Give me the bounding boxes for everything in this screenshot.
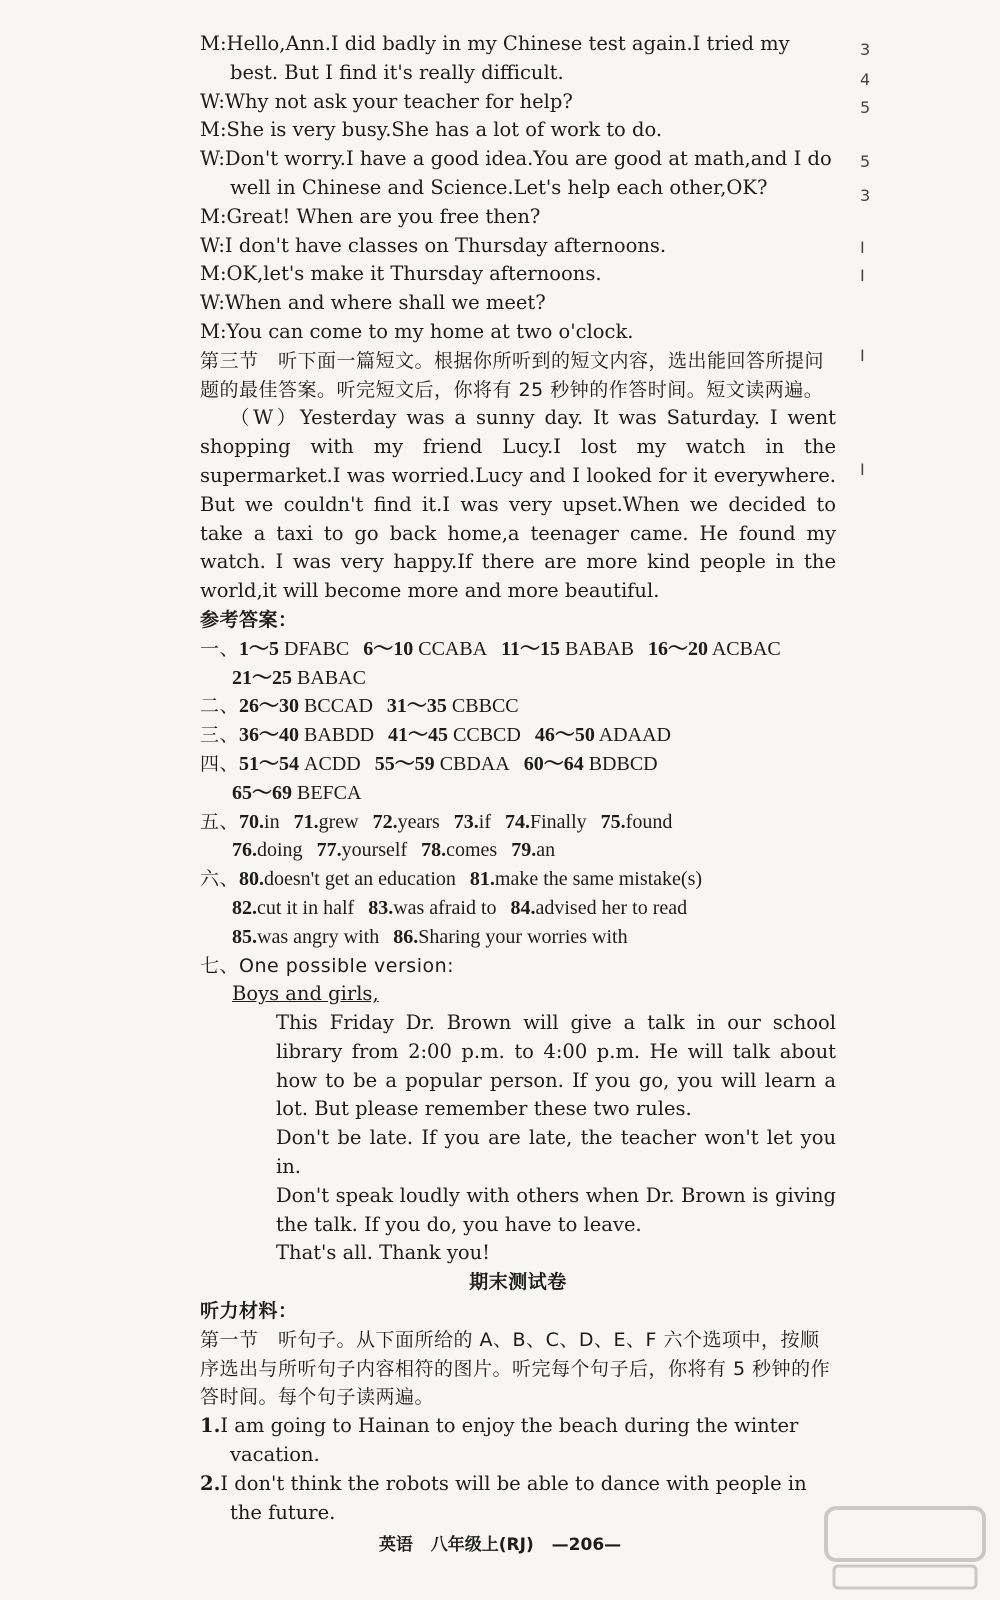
answer-value: ACDD (299, 752, 361, 775)
listening-label: 听力材料： (200, 1300, 298, 1323)
edge-mark: 5 (860, 152, 871, 171)
answer-value: found (625, 810, 673, 833)
answer-range: 21～25 (232, 666, 292, 689)
answer-value: an (536, 839, 556, 862)
sample-essay (200, 980, 836, 1268)
edge-mark: I (860, 460, 865, 479)
answer-range: 70. (239, 810, 265, 833)
answer-range: 85. (232, 925, 257, 948)
answer-range: 41～45 (388, 724, 449, 747)
answer-value: years (397, 810, 440, 833)
answer-range: 82. (232, 896, 257, 919)
answer-range: 81. (469, 868, 495, 891)
answer-range: 80. (239, 868, 265, 891)
dialogue-line: M:Hello,Ann.I did badly in my Chinese test again.I tried my best. But I find it's really difficult. (200, 32, 790, 84)
dialogue-line: W:When and where shall we meet? (200, 291, 546, 315)
answer-range: 83. (368, 896, 394, 919)
answer-row (200, 692, 836, 721)
answer-row (200, 923, 836, 952)
watermark-frame (826, 1508, 984, 1560)
sentence-text: I am going to Hainan to enjoy the beach during the winter vacation. (220, 1414, 799, 1467)
answer-range: 79. (511, 839, 537, 862)
answer-value: CCABA (413, 637, 488, 660)
dialogue-line: M:OK,let's make it Thursday afternoons. (200, 262, 602, 286)
edge-mark: 5 (860, 98, 871, 117)
answer-section-prefix: 一、 (200, 637, 240, 660)
final-exam-title: 期末测试卷 (469, 1271, 567, 1294)
answer-row (200, 664, 836, 693)
answer-row (200, 865, 836, 894)
answer-range: 51～54 (239, 752, 300, 775)
answer-key (200, 635, 836, 952)
answer-range: 74. (504, 810, 530, 833)
listening-sentence (200, 1412, 836, 1470)
answer-value: if (478, 810, 491, 833)
answer-row (200, 750, 836, 779)
answer-value: ACBAC (707, 637, 781, 660)
dialogue-line: M:You can come to my home at two o'clock. (200, 319, 634, 343)
answer-range: 46～50 (534, 724, 595, 747)
answer-value: Sharing your worries with (418, 925, 628, 948)
answer-value: DFABC (279, 637, 350, 660)
answer-value: was angry with (257, 925, 380, 948)
answer-value: was afraid to (393, 896, 497, 919)
answer-range: 86. (393, 925, 419, 948)
edge-mark: I (860, 238, 865, 257)
essay-label: 七、One possible version: (200, 954, 455, 977)
footer-subject: 英语 (378, 1535, 413, 1555)
answers-heading: 参考答案： (200, 608, 298, 631)
dialogue-line: W:Don't worry.I have a good idea.You are good at math,and I do well in Chinese and Science.Let's help each other,OK? (200, 147, 832, 199)
answer-range: 84. (510, 896, 536, 919)
edge-mark: I (860, 266, 865, 285)
answer-value: ADAAD (594, 724, 671, 747)
answer-section-prefix: 二、 (200, 695, 240, 718)
answer-value: BCCAD (299, 695, 373, 718)
edge-mark: 3 (860, 186, 871, 205)
essay-paragraph: This Friday Dr. Brown will give a talk in our school library from 2:00 p.m. to 4:00 p.m. He will talk about how to be a popular person. If you go, you will learn a lot. But please remember these two rules. (276, 1011, 836, 1121)
answer-value: cut it in half (257, 896, 355, 919)
watermark-logo (820, 1500, 990, 1595)
answer-range: 65～69 (232, 781, 292, 804)
answer-range: 78. (421, 839, 447, 862)
listening-sentence (200, 1470, 836, 1528)
answer-value: BABAC (292, 666, 366, 689)
answer-range: 71. (293, 810, 319, 833)
answer-row (200, 779, 836, 808)
answer-value: grew (318, 810, 359, 833)
dialogue-line: W:I don't have classes on Thursday afternoons. (200, 233, 667, 257)
answer-row (200, 808, 836, 837)
answer-range: 77. (316, 839, 342, 862)
answer-range: 31～35 (386, 695, 447, 718)
dialogue-line: M:She is very busy.She has a lot of work to do. (200, 118, 663, 142)
answer-row (200, 836, 836, 865)
essay-paragraph: That's all. Thank you! (276, 1241, 491, 1265)
answer-value: comes (446, 839, 498, 862)
answer-range: 75. (600, 810, 626, 833)
section3-instruction: 第三节 听下面一篇短文。根据你所听到的短文内容，选出能回答所提问题的最佳答案。听完短文后，你将有 25 秒钟的作答时间。短文读两遍。 (200, 349, 825, 401)
answer-section-prefix: 四、 (200, 752, 240, 775)
dialogue-line: W:Why not ask your teacher for help? (200, 89, 573, 113)
answer-value: CBDAA (434, 752, 510, 775)
answer-row (200, 894, 836, 923)
dialogue-line: M:Great! When are you free then? (200, 204, 541, 228)
watermark-bar (834, 1566, 976, 1588)
answer-range: 16～20 (647, 637, 708, 660)
edge-mark: 4 (860, 70, 871, 89)
essay-salutation: Boys and girls, (232, 982, 379, 1006)
answer-range: 72. (372, 810, 398, 833)
answer-value: CCBCD (448, 724, 521, 747)
answer-range: 73. (453, 810, 479, 833)
edge-mark: I (860, 346, 865, 365)
answer-section-prefix: 六、 (200, 868, 240, 891)
answer-value: advised her to read (535, 896, 688, 919)
answer-range: 36～40 (239, 724, 300, 747)
answer-range: 11～15 (501, 637, 561, 660)
answer-value: doing (257, 839, 303, 862)
edge-mark: 3 (860, 40, 871, 59)
answer-value: BABAB (560, 637, 634, 660)
adjacent-page-edge (860, 40, 880, 480)
answer-value: make the same mistake(s) (494, 868, 703, 891)
answer-range: 55～59 (374, 752, 435, 775)
answer-row (200, 635, 836, 664)
answer-section-prefix: 三、 (200, 724, 240, 747)
answer-range: 76. (232, 839, 257, 862)
answer-value: yourself (341, 839, 408, 862)
answer-row (200, 721, 836, 750)
footer-page-number: —206— (551, 1535, 622, 1555)
answer-section-prefix: 五、 (200, 810, 240, 833)
answer-value: BABDD (299, 724, 375, 747)
answer-value: BDBCD (583, 752, 658, 775)
sentence-text: I don't think the robots will be able to dance with people in the future. (220, 1471, 807, 1524)
essay-paragraph: Don't speak loudly with others when Dr. Brown is giving the talk. If you do, you have to leave. (276, 1183, 836, 1236)
answer-value: BEFCA (292, 781, 362, 804)
sentence-number: 2. (200, 1471, 221, 1495)
answer-range: 26～30 (239, 695, 300, 718)
answer-range: 60～64 (523, 752, 584, 775)
passage-text: （W）Yesterday was a sunny day. It was Saturday. I went shopping with my friend Lucy.I lost my watch in the supermarket.I was worried.Lucy and I looked for it everywhere. But we couldn't find it.I was very upset.When we decided to take a taxi to go back home,a teenager came. He found my watch. I was very happy.If there are more kind people in the world,it will become more and more beautiful. (200, 406, 836, 603)
page-content (200, 30, 836, 1527)
sentence-number: 1. (200, 1414, 221, 1438)
answer-value: doesn't get an education (264, 868, 456, 891)
answer-value: in (264, 810, 280, 833)
answer-range: 6～10 (363, 637, 414, 660)
footer-grade: 八年级上(RJ) (430, 1535, 534, 1555)
dialogue (200, 30, 836, 347)
answer-value: Finally (529, 810, 587, 833)
answer-value: CBBCC (446, 695, 519, 718)
section3-passage (200, 404, 836, 606)
answer-range: 1～5 (239, 637, 280, 660)
final-exam-instruction: 第一节 听句子。从下面所给的 A、B、C、D、E、F 六个选项中，按顺序选出与所听句子内容相符的图片。听完每个句子后，你将有 5 秒钟的作答时间。每个句子读两遍。 (200, 1328, 831, 1409)
essay-paragraph: Don't be late. If you are late, the teacher won't let you in. (276, 1126, 836, 1179)
